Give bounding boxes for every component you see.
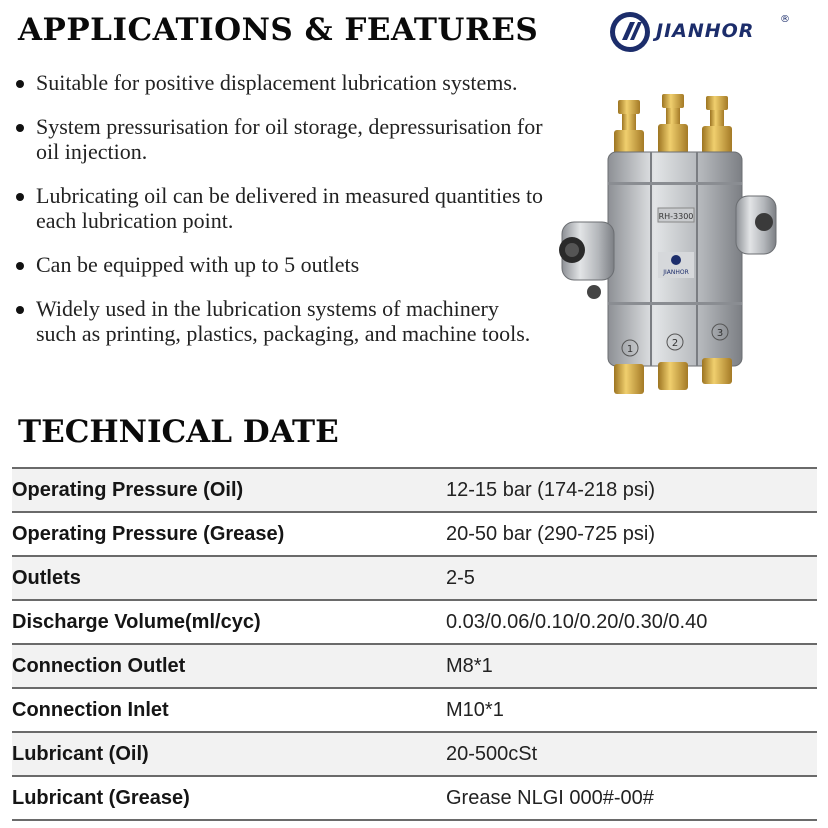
spec-label: Lubricant (Oil) — [12, 732, 446, 776]
spec-value: M10*1 — [446, 688, 817, 732]
table-row — [12, 556, 817, 600]
outlet-number: 3 — [716, 328, 724, 339]
table-row — [12, 512, 817, 556]
spec-label: Discharge Volume(ml/cyc) — [12, 600, 446, 644]
spec-table — [12, 467, 817, 821]
page-title: APPLICATIONS & FEATURES — [18, 12, 539, 48]
outlet-number: 1 — [626, 344, 634, 355]
spec-value: 20-500cSt — [446, 732, 817, 776]
spec-value: 2-5 — [446, 556, 817, 600]
table-row — [12, 776, 817, 820]
spec-label: Operating Pressure (Grease) — [12, 512, 446, 556]
jianhor-logo-icon — [608, 10, 652, 54]
table-row — [12, 644, 817, 688]
spec-label: Lubricant (Grease) — [12, 776, 446, 820]
features-list — [14, 70, 544, 365]
feature-item: Suitable for positive displacement lubrication systems. — [14, 70, 544, 95]
brand-logo — [608, 10, 808, 54]
registered-mark: ® — [780, 14, 790, 25]
feature-item: Lubricating oil can be delivered in measured quantities to each lubrication point. — [14, 183, 544, 233]
feature-item: Widely used in the lubrication systems of machinery such as printing, plastics, packaging, and machine tools. — [14, 296, 544, 346]
spec-label: Operating Pressure (Oil) — [12, 468, 446, 512]
model-label: RH-3300 — [658, 212, 694, 221]
spec-label: Connection Outlet — [12, 644, 446, 688]
spec-label: Connection Inlet — [12, 688, 446, 732]
feature-item: System pressurisation for oil storage, depressurisation for oil injection. — [14, 114, 544, 164]
spec-value: 0.03/0.06/0.10/0.20/0.30/0.40 — [446, 600, 817, 644]
spec-value: M8*1 — [446, 644, 817, 688]
brand-name: JIANHOR — [656, 20, 755, 42]
distributor-valve-image — [550, 92, 778, 400]
outlet-number: 2 — [671, 338, 679, 349]
table-row — [12, 688, 817, 732]
table-row — [12, 468, 817, 512]
spec-value: Grease NLGI 000#-00# — [446, 776, 817, 820]
spec-value: 20-50 bar (290-725 psi) — [446, 512, 817, 556]
spec-label: Outlets — [12, 556, 446, 600]
product-brand-label: JIANHOR — [663, 269, 689, 276]
technical-title: TECHNICAL DATE — [18, 414, 339, 450]
feature-item: Can be equipped with up to 5 outlets — [14, 252, 544, 277]
table-row — [12, 600, 817, 644]
spec-value: 12-15 bar (174-218 psi) — [446, 468, 817, 512]
table-row — [12, 732, 817, 776]
